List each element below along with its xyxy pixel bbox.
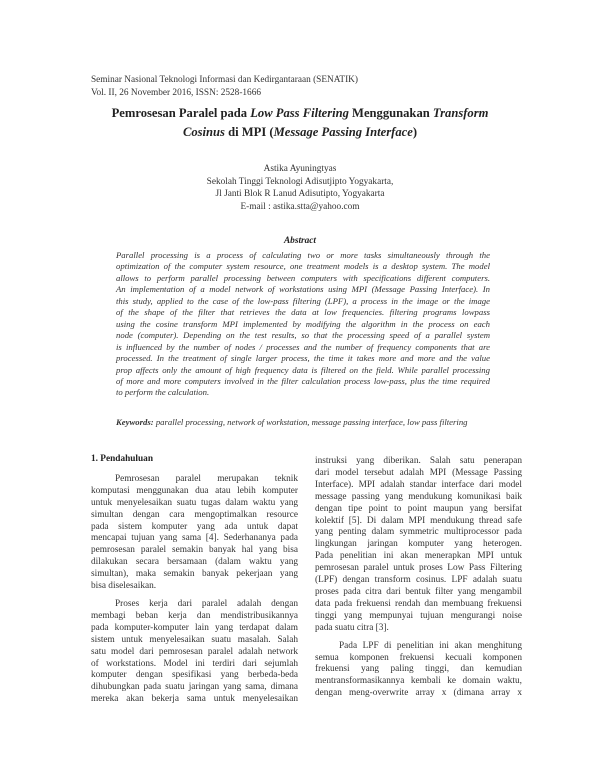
body-line: Pemrosesan paralel merupakan teknik: [115, 473, 298, 484]
abstract-line: of the shape of the filter that retrieves the data at low frequencies. filtering programs lowpass: [116, 307, 490, 318]
body-line: dengan tipe point to point maupun yang bersifat: [315, 503, 522, 514]
author-name: Astika Ayuningtyas: [263, 164, 337, 174]
keywords: [116, 417, 496, 427]
body-line: dengan meng-overwrite array x (dimana array x: [315, 688, 522, 699]
body-line: pemrosesan paralel untuk proses Low Pass Filtering: [315, 563, 522, 574]
abstract-line: to perform the calculation.: [116, 387, 210, 398]
abstract-line: using the cosine transform MPI implemented by modifying the algorithm in the process on each: [116, 318, 490, 329]
right-column: [315, 456, 522, 700]
section-heading: 1. Pendahuluan: [91, 454, 154, 464]
body-line: simultan), maka semakin banyak pekerjaan yang: [91, 569, 298, 580]
abstract-line: optimization of the computer system resource, one treatment models is a desktop system. The model: [116, 261, 490, 272]
abstract-line: this study, applied to the case of the low-pass filtering (LPF), a process in the image or the image: [116, 295, 490, 306]
body-line: mencapai tujuan yang sama [4]. Sederhananya pada: [91, 533, 298, 544]
body-line: bisa diselesaikan.: [91, 581, 157, 592]
body-line: kolektif [5]. Di dalam MPI mendukung thread safe: [315, 515, 522, 526]
author-address: Jl Janti Blok R Lanud Adisutipto, Yogyakarta: [215, 189, 385, 200]
abstract-line: of more and more computers involved in the filter calculation process low-pass, plus the time required: [116, 375, 490, 386]
body-line: komputasi menggunakan dua atau lebih komputer: [91, 485, 298, 496]
abstract-body: [116, 250, 490, 399]
abstract-line: An implementation of a model network of workstations using MPI (Message Passing Interface). In: [116, 284, 490, 295]
paper-title: [60, 104, 540, 142]
body-line: Interface). MPI adalah standar interface dari model: [315, 479, 522, 490]
body-line: pada suatu citra [3].: [315, 622, 389, 633]
body-line: semua komponen frekuensi kecuali komponen: [315, 652, 522, 663]
body-line: proses pada citra dari bentuk filter yang mengambil: [315, 586, 522, 597]
body-line: simultan dengan cara mengoptimalkan resource: [91, 509, 298, 520]
author-affiliation: Sekolah Tinggi Teknologi Adisutjipto Yogyakarta,: [206, 176, 394, 187]
body-line: Pada LPF di penelitian ini akan menghitung: [339, 640, 522, 651]
body-line: komputer dengan spesifikasi yang berbeda-beda: [91, 670, 298, 681]
body-line: dilakukan secara bersamaan (dalam waktu yang: [91, 557, 298, 568]
title-part: Message Passing Interface: [273, 125, 413, 139]
header-line-1: Seminar Nasional Teknologi Informasi dan Kedirgantaraan (SENATIK): [91, 75, 358, 85]
body-line: message passing yang mendukung komunikasi baik: [315, 491, 522, 502]
title-part: di MPI (: [224, 125, 274, 139]
title-part: Pemrosesan Paralel pada: [111, 106, 251, 120]
body-line: dari model tersebut adalah MPI (Message Passing: [315, 467, 522, 478]
title-part: ): [412, 125, 418, 139]
body-line: untuk menyelesaikan suatu tugas dalam waktu yang: [91, 497, 298, 508]
abstract-heading: Abstract: [283, 236, 317, 246]
abstract-line: prop affects only the amount of high frequency data is filtered on the field. While parallel processing: [116, 364, 490, 375]
body-line: data pada frekuensi rendah dan membuang frekuensi: [315, 598, 522, 609]
body-line: Pada penelitian ini akan menerapkan MPI untuk: [315, 551, 522, 562]
body-line: pada komputer-komputer lain yang terdapat dalam: [91, 622, 298, 633]
abstract-line: Parallel processing is a process of calculating two or more tasks simultaneously through the: [116, 250, 490, 260]
body-line: yang penting dalam symmetric multiprocessor pada: [315, 527, 522, 538]
body-line: pemrosesan paralel semakin banyak hal yang bisa: [91, 545, 298, 556]
header-line-2: Vol. II, 26 November 2016, ISSN: 2528-1666: [91, 87, 262, 98]
journal-header: [91, 74, 358, 99]
body-line: tinggi yang mempunyai tujuan mengurangi noise: [315, 610, 522, 621]
author-email: E-mail : astika.stta@yahoo.com: [240, 201, 360, 212]
body-line: sistem untuk menyelesaikan suatu masalah. Salah: [91, 634, 298, 645]
keywords-label: Keywords:: [116, 417, 154, 427]
title-part: Cosinus: [182, 125, 225, 139]
body-line: of workstations. Model ini terdiri dari sejumlah: [91, 658, 298, 669]
body-line: membagi beban kerja dan mendistribusikannya: [91, 610, 298, 621]
body-line: Proses kerja dari paralel adalah dengan: [115, 598, 298, 609]
body-line: instruksi yang diberikan. Salah satu penerapan: [315, 456, 522, 466]
keywords-text: parallel processing, network of workstation, message passing interface, low pass filtering: [153, 417, 468, 427]
author-block: [100, 163, 500, 213]
body-line: pada sistem komputer yang ada untuk dapat: [91, 521, 298, 532]
abstract-line: allows to perform parallel processing between computers with specifications different computers.: [116, 272, 490, 283]
left-column: [91, 454, 298, 706]
abstract-line: is influenced by the number of nodes / processes and the number of frequency components that are: [116, 341, 490, 352]
body-line: satu model dari pemrosesan paralel adalah network: [91, 646, 298, 657]
abstract-line: node (computer). Depending on the test results, so that the processing speed of a parallel system: [116, 330, 490, 341]
abstract-line: processed. In the treatment of single larger process, the time it takes more and more and the value: [116, 353, 490, 364]
body-line: dihubungkan pada suatu jaringan yang sama, dimana: [91, 682, 298, 693]
title-part: Menggunakan: [348, 106, 433, 120]
body-line: lingkungan jaringan komputer yang heterogen.: [315, 539, 522, 550]
body-line: (LPF) dengan transform cosinus. LPF adalah suatu: [315, 575, 522, 586]
body-line: mereka akan bekerja sama untuk menyelesaikan: [91, 694, 298, 705]
body-line: frekuensi yang paling tinggi, dan kemudian: [315, 664, 522, 675]
title-part: Transform: [432, 106, 489, 120]
title-part: Low Pass Filtering: [250, 106, 349, 120]
body-line: mentransformasikannya kembali ke domain waktu,: [315, 676, 522, 687]
